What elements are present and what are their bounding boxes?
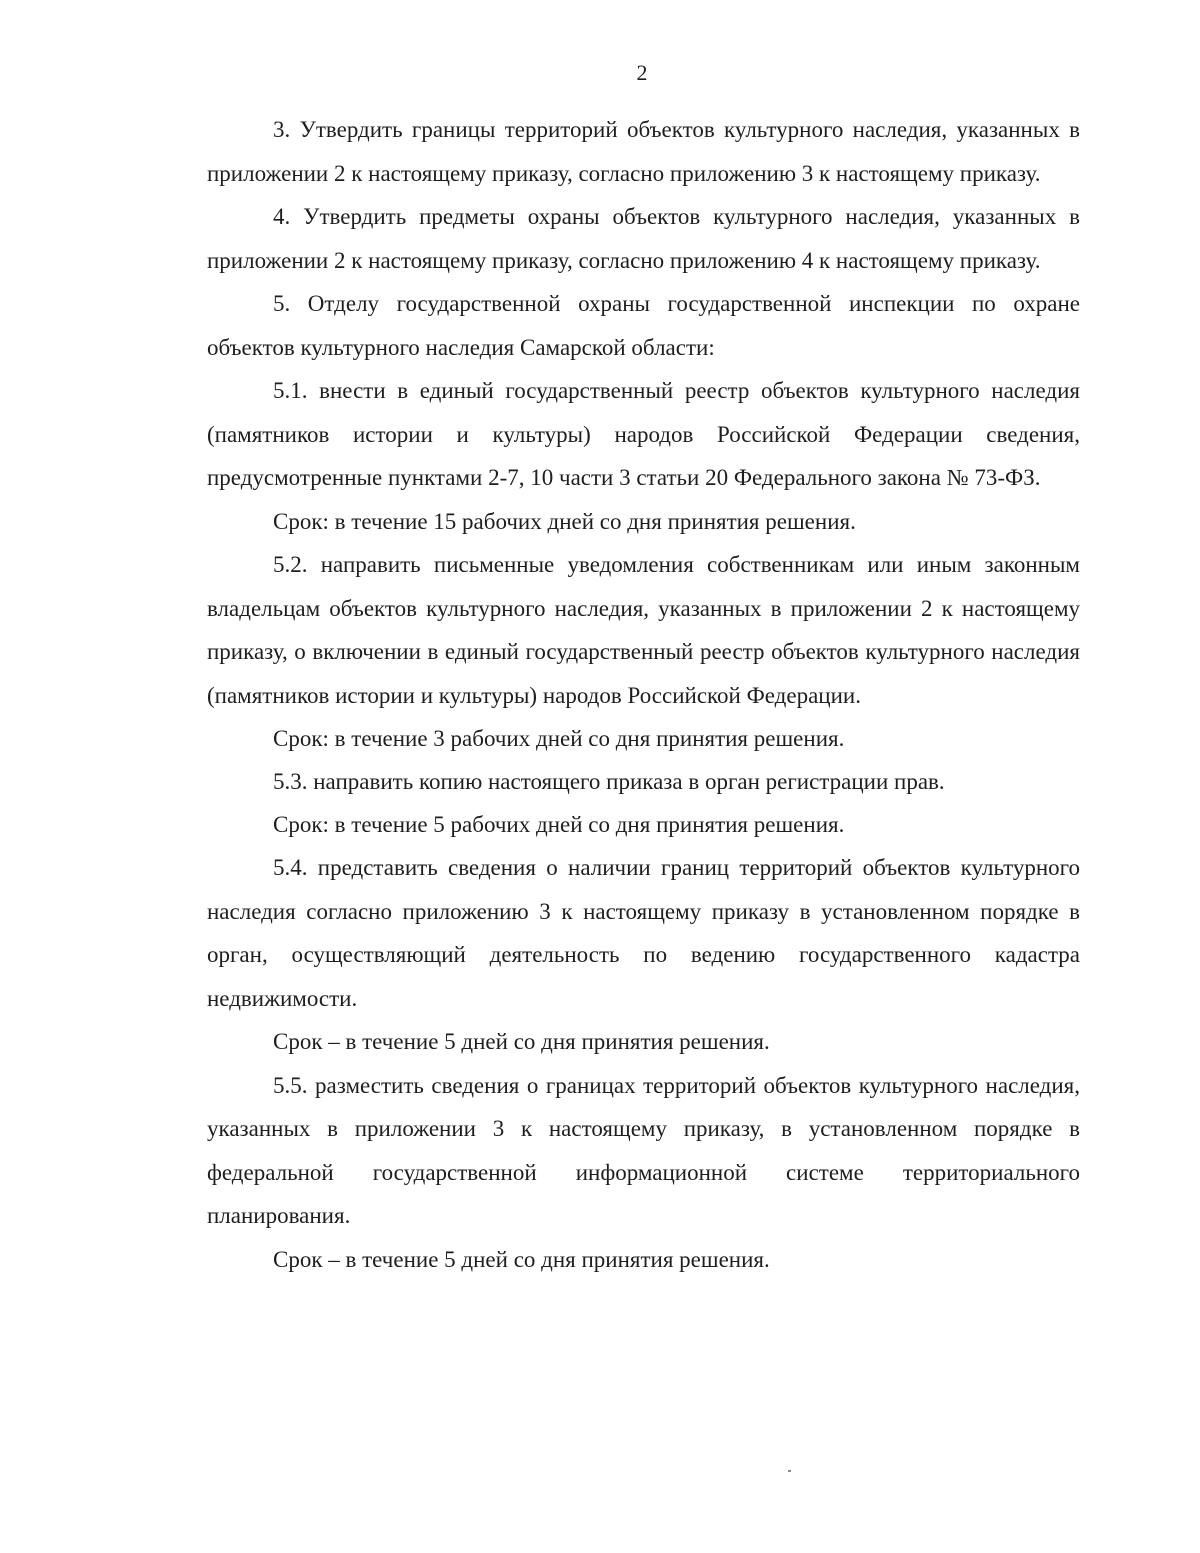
scan-artifact-dot [788, 1470, 791, 1472]
deadline-5-4: Срок – в течение 5 дней со дня принятия решения. [273, 1029, 770, 1054]
paragraph-5-1: 5.1. внести в единый государственный реестр объектов культурного наследия (памятников истории и культуры) народов Российской Федерации сведения, предусмотренные пунктами 2-7, 10 части 3 статьи 20 Федерального закона № 73-ФЗ. [207, 378, 1080, 490]
page-number: 2 [636, 60, 648, 85]
paragraph-4: 4. Утвердить предметы охраны объектов культурного наследия, указанных в приложении 2 к настоящему приказу, согласно приложению 4 к настоящему приказу. [207, 204, 1080, 273]
paragraph-5-2: 5.2. направить письменные уведомления собственникам или иным законным владельцам объектов культурного наследия, указанных в приложении 2 к настоящему приказу, о включении в единый государственный реестр объектов культурного наследия (памятников истории и культуры) народов Российской Федерации. [207, 552, 1080, 708]
document-body [207, 108, 1080, 1281]
paragraph-5: 5. Отделу государственной охраны государственной инспекции по охране объектов культурного наследия Самарской области: [207, 291, 1080, 360]
paragraph-5-5: 5.5. разместить сведения о границах территорий объектов культурного наследия, указанных в приложении 3 к настоящему приказу, в установленном порядке в федеральной государственной информационной системе территориального планирования. [207, 1072, 1080, 1228]
paragraph-5-3: 5.3. направить копию настоящего приказа в орган регистрации прав. [273, 769, 945, 794]
paragraph-5-4: 5.4. представить сведения о наличии границ территорий объектов культурного наследия согласно приложению 3 к настоящему приказу в установленном порядке в орган, осуществляющий деятельность по ведению государственного кадастра недвижимости. [207, 855, 1080, 1011]
deadline-5-3: Срок: в течение 5 рабочих дней со дня принятия решения. [273, 812, 845, 837]
deadline-5-5: Срок – в течение 5 дней со дня принятия решения. [273, 1246, 770, 1272]
deadline-5-2: Срок: в течение 3 рабочих дней со дня принятия решения. [273, 726, 845, 751]
deadline-5-1: Срок: в течение 15 рабочих дней со дня принятия решения. [273, 508, 856, 534]
paragraph-3: 3. Утвердить границы территорий объектов культурного наследия, указанных в приложении 2 к настоящему приказу, согласно приложению 3 к настоящему приказу. [207, 117, 1080, 186]
